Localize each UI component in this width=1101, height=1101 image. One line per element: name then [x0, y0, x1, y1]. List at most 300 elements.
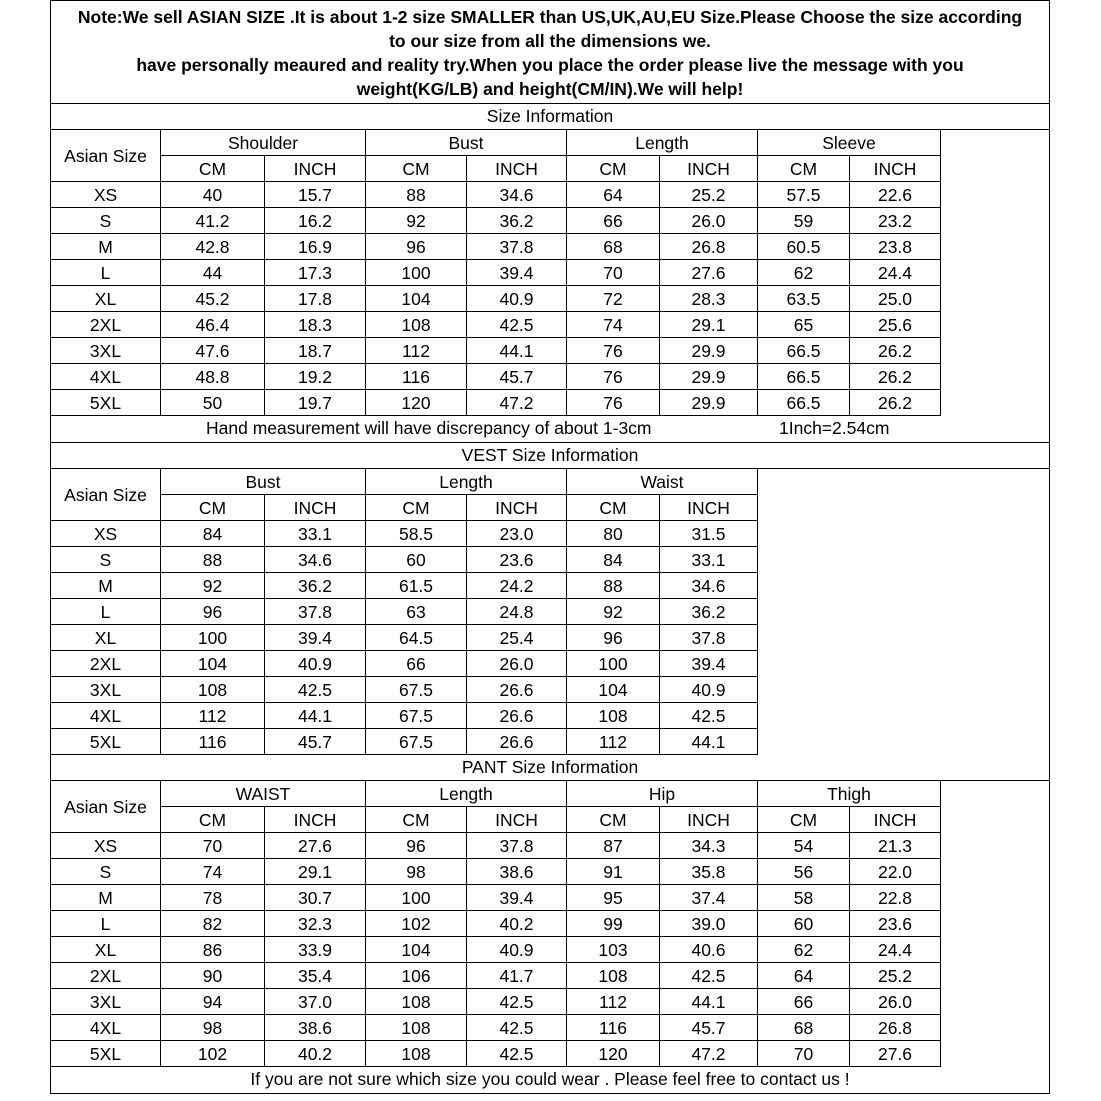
table-row [51, 703, 758, 729]
unit-header: INCH [467, 156, 567, 182]
size-label-cell: 3XL [51, 677, 161, 703]
measurement-cell: 42.5 [467, 312, 567, 338]
measurement-cell: 64 [758, 963, 850, 989]
size-label-cell: 4XL [51, 703, 161, 729]
measurement-cell: 26.6 [467, 729, 567, 755]
measurement-cell: 21.3 [850, 833, 941, 859]
size-label-cell: 4XL [51, 1015, 161, 1041]
size-label-cell: 3XL [51, 338, 161, 364]
group-header: Length [366, 469, 567, 495]
measurement-cell: 16.2 [265, 208, 366, 234]
size-table-title: Size Information [50, 104, 1050, 130]
table-row [51, 833, 941, 859]
measurement-cell: 40 [161, 182, 265, 208]
measurement-cell: 95 [567, 885, 660, 911]
size-label-cell: 3XL [51, 989, 161, 1015]
measurement-cell: 39.4 [467, 260, 567, 286]
unit-header: CM [161, 156, 265, 182]
measurement-cell: 84 [161, 521, 265, 547]
group-header: Waist [567, 469, 758, 495]
size-label-cell: XS [51, 521, 161, 547]
measurement-cell: 42.5 [467, 1041, 567, 1067]
measurement-cell: 68 [758, 1015, 850, 1041]
measurement-cell: 112 [161, 703, 265, 729]
measurement-cell: 25.0 [850, 286, 941, 312]
vest-table-wrap [50, 468, 1050, 755]
table-row [51, 547, 758, 573]
measurement-cell: 100 [366, 885, 467, 911]
measurement-cell: 23.6 [467, 547, 567, 573]
discrepancy-note: Hand measurement will have discrepancy of about 1-3cm [206, 418, 652, 438]
measurement-cell: 44.1 [660, 989, 758, 1015]
measurement-cell: 116 [161, 729, 265, 755]
measurement-cell: 27.6 [660, 260, 758, 286]
measurement-cell: 17.8 [265, 286, 366, 312]
measurement-cell: 39.0 [660, 911, 758, 937]
measurement-cell: 26.2 [850, 390, 941, 416]
measurement-cell: 99 [567, 911, 660, 937]
measurement-cell: 78 [161, 885, 265, 911]
measurement-cell: 108 [366, 989, 467, 1015]
unit-header: INCH [660, 807, 758, 833]
size-label-cell: S [51, 208, 161, 234]
measurement-cell: 37.8 [467, 234, 567, 260]
size-label-cell: M [51, 573, 161, 599]
size-label-cell: 4XL [51, 364, 161, 390]
measurement-cell: 87 [567, 833, 660, 859]
measurement-cell: 47.2 [467, 390, 567, 416]
measurement-cell: 26.2 [850, 338, 941, 364]
size-column-header: Asian Size [51, 781, 161, 833]
measurement-cell: 36.2 [265, 573, 366, 599]
measurement-cell: 104 [161, 651, 265, 677]
measurement-cell: 40.2 [467, 911, 567, 937]
table-row [51, 260, 941, 286]
measurement-cell: 98 [161, 1015, 265, 1041]
size-label-cell: 5XL [51, 390, 161, 416]
measurement-cell: 63.5 [758, 286, 850, 312]
measurement-cell: 36.2 [660, 599, 758, 625]
size-label-cell: XS [51, 182, 161, 208]
size-label-cell: M [51, 234, 161, 260]
measurement-cell: 64 [567, 182, 660, 208]
measurement-cell: 16.9 [265, 234, 366, 260]
measurement-cell: 82 [161, 911, 265, 937]
pant-table [50, 780, 941, 1067]
measurement-cell: 26.8 [660, 234, 758, 260]
unit-header: CM [161, 495, 265, 521]
table-row [51, 651, 758, 677]
measurement-cell: 46.4 [161, 312, 265, 338]
measurement-cell: 33.1 [265, 521, 366, 547]
measurement-cell: 88 [567, 573, 660, 599]
measurement-cell: 38.6 [467, 859, 567, 885]
size-label-cell: 2XL [51, 963, 161, 989]
group-header-row [51, 781, 941, 807]
measurement-cell: 70 [758, 1041, 850, 1067]
measurement-cell: 30.7 [265, 885, 366, 911]
group-header-row [51, 469, 758, 495]
unit-header: INCH [467, 495, 567, 521]
note-line: have personally meaured and reality try.When you place the order please live the message with you [136, 55, 964, 75]
table-row [51, 677, 758, 703]
measurement-cell: 29.1 [660, 312, 758, 338]
measurement-cell: 29.9 [660, 364, 758, 390]
measurement-cell: 116 [567, 1015, 660, 1041]
measurement-cell: 37.4 [660, 885, 758, 911]
measurement-cell: 68 [567, 234, 660, 260]
measurement-cell: 40.9 [467, 286, 567, 312]
measurement-cell: 23.8 [850, 234, 941, 260]
measurement-cell: 23.6 [850, 911, 941, 937]
table-row [51, 364, 941, 390]
group-header: Sleeve [758, 130, 941, 156]
measurement-cell: 40.6 [660, 937, 758, 963]
measurement-cell: 64.5 [366, 625, 467, 651]
measurement-cell: 120 [366, 390, 467, 416]
measurement-cell: 70 [567, 260, 660, 286]
measurement-cell: 112 [366, 338, 467, 364]
unit-header: INCH [265, 807, 366, 833]
table-row [51, 521, 758, 547]
group-header: Shoulder [161, 130, 366, 156]
measurement-cell: 108 [161, 677, 265, 703]
size-column-header: Asian Size [51, 130, 161, 182]
measurement-cell: 54 [758, 833, 850, 859]
measurement-cell: 96 [567, 625, 660, 651]
measurement-cell: 66.5 [758, 364, 850, 390]
measurement-cell: 112 [567, 729, 660, 755]
measurement-cell: 104 [366, 286, 467, 312]
measurement-cell: 26.6 [467, 703, 567, 729]
measurement-cell: 37.8 [660, 625, 758, 651]
measurement-cell: 66 [567, 208, 660, 234]
measurement-cell: 39.4 [660, 651, 758, 677]
size-label-cell: 2XL [51, 312, 161, 338]
measurement-cell: 92 [366, 208, 467, 234]
measurement-cell: 18.3 [265, 312, 366, 338]
measurement-cell: 26.0 [660, 208, 758, 234]
measurement-cell: 40.2 [265, 1041, 366, 1067]
measurement-cell: 15.7 [265, 182, 366, 208]
unit-header: INCH [265, 495, 366, 521]
measurement-cell: 35.4 [265, 963, 366, 989]
measurement-cell: 23.2 [850, 208, 941, 234]
measurement-cell: 76 [567, 390, 660, 416]
measurement-cell: 44 [161, 260, 265, 286]
measurement-cell: 96 [366, 234, 467, 260]
measurement-cell: 96 [366, 833, 467, 859]
size-label-cell: 5XL [51, 729, 161, 755]
measurement-cell: 40.9 [660, 677, 758, 703]
measurement-cell: 108 [366, 1041, 467, 1067]
measurement-cell: 66.5 [758, 390, 850, 416]
measurement-cell: 100 [567, 651, 660, 677]
measurement-cell: 45.2 [161, 286, 265, 312]
measurement-cell: 57.5 [758, 182, 850, 208]
measurement-cell: 26.0 [850, 989, 941, 1015]
size-label-cell: XL [51, 937, 161, 963]
size-label-cell: 2XL [51, 651, 161, 677]
measurement-cell: 44.1 [660, 729, 758, 755]
table-row [51, 1041, 941, 1067]
unit-header-row [51, 156, 941, 182]
measurement-cell: 94 [161, 989, 265, 1015]
measurement-cell: 58 [758, 885, 850, 911]
unit-header: CM [366, 156, 467, 182]
measurement-cell: 39.4 [467, 885, 567, 911]
measurement-cell: 47.2 [660, 1041, 758, 1067]
measurement-cell: 22.6 [850, 182, 941, 208]
measurement-cell: 74 [567, 312, 660, 338]
measurement-cell: 26.6 [467, 677, 567, 703]
measurement-cell: 25.2 [850, 963, 941, 989]
size-label-cell: M [51, 885, 161, 911]
measurement-cell: 74 [161, 859, 265, 885]
measurement-cell: 45.7 [467, 364, 567, 390]
measurement-cell: 60 [366, 547, 467, 573]
measurement-cell: 32.3 [265, 911, 366, 937]
unit-header: CM [366, 495, 467, 521]
measurement-cell: 84 [567, 547, 660, 573]
unit-header: CM [567, 156, 660, 182]
measurement-cell: 25.2 [660, 182, 758, 208]
measurement-cell: 24.4 [850, 260, 941, 286]
measurement-cell: 34.3 [660, 833, 758, 859]
measurement-cell: 47.6 [161, 338, 265, 364]
measurement-cell: 40.9 [265, 651, 366, 677]
group-header: Hip [567, 781, 758, 807]
measurement-cell: 98 [366, 859, 467, 885]
conversion-note: 1Inch=2.54cm [779, 418, 890, 438]
measurement-cell: 42.8 [161, 234, 265, 260]
measurement-cell: 67.5 [366, 677, 467, 703]
group-header: Thigh [758, 781, 941, 807]
measurement-cell: 56 [758, 859, 850, 885]
unit-header: CM [366, 807, 467, 833]
table-row [51, 286, 941, 312]
size-label-cell: XL [51, 286, 161, 312]
measurement-cell: 60.5 [758, 234, 850, 260]
measurement-cell: 76 [567, 338, 660, 364]
measurement-cell: 26.0 [467, 651, 567, 677]
measurement-cell: 100 [366, 260, 467, 286]
measurement-cell: 86 [161, 937, 265, 963]
size-label-cell: XL [51, 625, 161, 651]
measurement-cell: 108 [567, 703, 660, 729]
unit-header: CM [758, 807, 850, 833]
table-row [51, 338, 941, 364]
size-label-cell: S [51, 859, 161, 885]
unit-header: INCH [660, 495, 758, 521]
table-row [51, 625, 758, 651]
measurement-cell: 34.6 [265, 547, 366, 573]
measurement-cell: 50 [161, 390, 265, 416]
table-row [51, 234, 941, 260]
measurement-cell: 103 [567, 937, 660, 963]
unit-header: CM [567, 807, 660, 833]
measurement-cell: 29.9 [660, 338, 758, 364]
measurement-cell: 35.8 [660, 859, 758, 885]
measurement-cell: 19.7 [265, 390, 366, 416]
measurement-cell: 102 [161, 1041, 265, 1067]
measurement-cell: 59 [758, 208, 850, 234]
measurement-cell: 44.1 [265, 703, 366, 729]
measurement-cell: 92 [567, 599, 660, 625]
measurement-cell: 66.5 [758, 338, 850, 364]
measurement-cell: 63 [366, 599, 467, 625]
measurement-cell: 90 [161, 963, 265, 989]
table-row [51, 963, 941, 989]
table-row [51, 573, 758, 599]
size-label-cell: 5XL [51, 1041, 161, 1067]
measurement-cell: 80 [567, 521, 660, 547]
table-row [51, 312, 941, 338]
measurement-cell: 24.4 [850, 937, 941, 963]
measurement-cell: 65 [758, 312, 850, 338]
measurement-cell: 48.8 [161, 364, 265, 390]
measurement-cell: 42.5 [660, 963, 758, 989]
measurement-cell: 62 [758, 937, 850, 963]
unit-header: CM [567, 495, 660, 521]
size-column-header: Asian Size [51, 469, 161, 521]
measurement-cell: 42.5 [265, 677, 366, 703]
measurement-cell: 37.8 [467, 833, 567, 859]
vest-table-title: VEST Size Information [50, 443, 1050, 469]
measurement-cell: 23.0 [467, 521, 567, 547]
note-line: weight(KG/LB) and height(CM/IN).We will help! [356, 79, 744, 99]
measurement-cell: 33.9 [265, 937, 366, 963]
measurement-cell: 112 [567, 989, 660, 1015]
contact-footer: If you are not sure which size you could wear . Please feel free to contact us ! [50, 1067, 1050, 1094]
pant-table-wrap [50, 780, 1050, 1067]
measurement-cell: 29.1 [265, 859, 366, 885]
measurement-cell: 104 [366, 937, 467, 963]
unit-header: INCH [467, 807, 567, 833]
measurement-cell: 38.6 [265, 1015, 366, 1041]
measurement-cell: 66 [366, 651, 467, 677]
table-row [51, 989, 941, 1015]
measurement-cell: 72 [567, 286, 660, 312]
size-chart-sheet [50, 0, 1050, 1094]
table-row [51, 182, 941, 208]
measurement-cell: 31.5 [660, 521, 758, 547]
measurement-cell: 34.6 [660, 573, 758, 599]
measurement-cell: 25.6 [850, 312, 941, 338]
measurement-cell: 17.3 [265, 260, 366, 286]
measurement-note [50, 416, 1050, 443]
measurement-cell: 40.9 [467, 937, 567, 963]
table-row [51, 208, 941, 234]
unit-header: INCH [660, 156, 758, 182]
size-table [50, 129, 941, 416]
group-header: Length [366, 781, 567, 807]
measurement-cell: 24.2 [467, 573, 567, 599]
measurement-cell: 41.2 [161, 208, 265, 234]
table-row [51, 599, 758, 625]
table-row [51, 885, 941, 911]
vest-table [50, 468, 758, 755]
group-header-row [51, 130, 941, 156]
measurement-cell: 106 [366, 963, 467, 989]
measurement-cell: 45.7 [660, 1015, 758, 1041]
size-label-cell: L [51, 599, 161, 625]
measurement-cell: 108 [567, 963, 660, 989]
measurement-cell: 42.5 [467, 989, 567, 1015]
size-table-wrap [50, 129, 1050, 416]
measurement-cell: 22.0 [850, 859, 941, 885]
pant-table-title: PANT Size Information [50, 755, 1050, 781]
measurement-cell: 102 [366, 911, 467, 937]
measurement-cell: 108 [366, 312, 467, 338]
measurement-cell: 116 [366, 364, 467, 390]
measurement-cell: 25.4 [467, 625, 567, 651]
measurement-cell: 42.5 [660, 703, 758, 729]
measurement-cell: 67.5 [366, 729, 467, 755]
measurement-cell: 88 [366, 182, 467, 208]
measurement-cell: 92 [161, 573, 265, 599]
measurement-cell: 76 [567, 364, 660, 390]
unit-header: CM [161, 807, 265, 833]
measurement-cell: 37.8 [265, 599, 366, 625]
measurement-cell: 24.8 [467, 599, 567, 625]
group-header: WAIST [161, 781, 366, 807]
measurement-cell: 62 [758, 260, 850, 286]
size-note [50, 0, 1050, 104]
measurement-cell: 22.8 [850, 885, 941, 911]
table-row [51, 859, 941, 885]
measurement-cell: 26.2 [850, 364, 941, 390]
measurement-cell: 33.1 [660, 547, 758, 573]
table-row [51, 729, 758, 755]
measurement-cell: 66 [758, 989, 850, 1015]
measurement-cell: 41.7 [467, 963, 567, 989]
measurement-cell: 42.5 [467, 1015, 567, 1041]
group-header: Bust [366, 130, 567, 156]
measurement-cell: 27.6 [850, 1041, 941, 1067]
measurement-cell: 34.6 [467, 182, 567, 208]
measurement-cell: 100 [161, 625, 265, 651]
table-row [51, 1015, 941, 1041]
measurement-cell: 18.7 [265, 338, 366, 364]
measurement-cell: 104 [567, 677, 660, 703]
size-label-cell: XS [51, 833, 161, 859]
measurement-cell: 26.8 [850, 1015, 941, 1041]
note-line: Note:We sell ASIAN SIZE .It is about 1-2 size SMALLER than US,UK,AU,EU Size.Please Choose the size according [77, 7, 1023, 27]
measurement-cell: 44.1 [467, 338, 567, 364]
measurement-cell: 28.3 [660, 286, 758, 312]
measurement-cell: 61.5 [366, 573, 467, 599]
table-row [51, 390, 941, 416]
measurement-cell: 88 [161, 547, 265, 573]
measurement-cell: 67.5 [366, 703, 467, 729]
measurement-cell: 37.0 [265, 989, 366, 1015]
unit-header-row [51, 807, 941, 833]
unit-header: INCH [850, 807, 941, 833]
table-row [51, 911, 941, 937]
unit-header: INCH [265, 156, 366, 182]
measurement-cell: 60 [758, 911, 850, 937]
measurement-cell: 19.2 [265, 364, 366, 390]
group-header: Length [567, 130, 758, 156]
measurement-cell: 29.9 [660, 390, 758, 416]
measurement-cell: 58.5 [366, 521, 467, 547]
size-label-cell: S [51, 547, 161, 573]
size-label-cell: L [51, 911, 161, 937]
measurement-cell: 91 [567, 859, 660, 885]
table-row [51, 937, 941, 963]
measurement-cell: 39.4 [265, 625, 366, 651]
